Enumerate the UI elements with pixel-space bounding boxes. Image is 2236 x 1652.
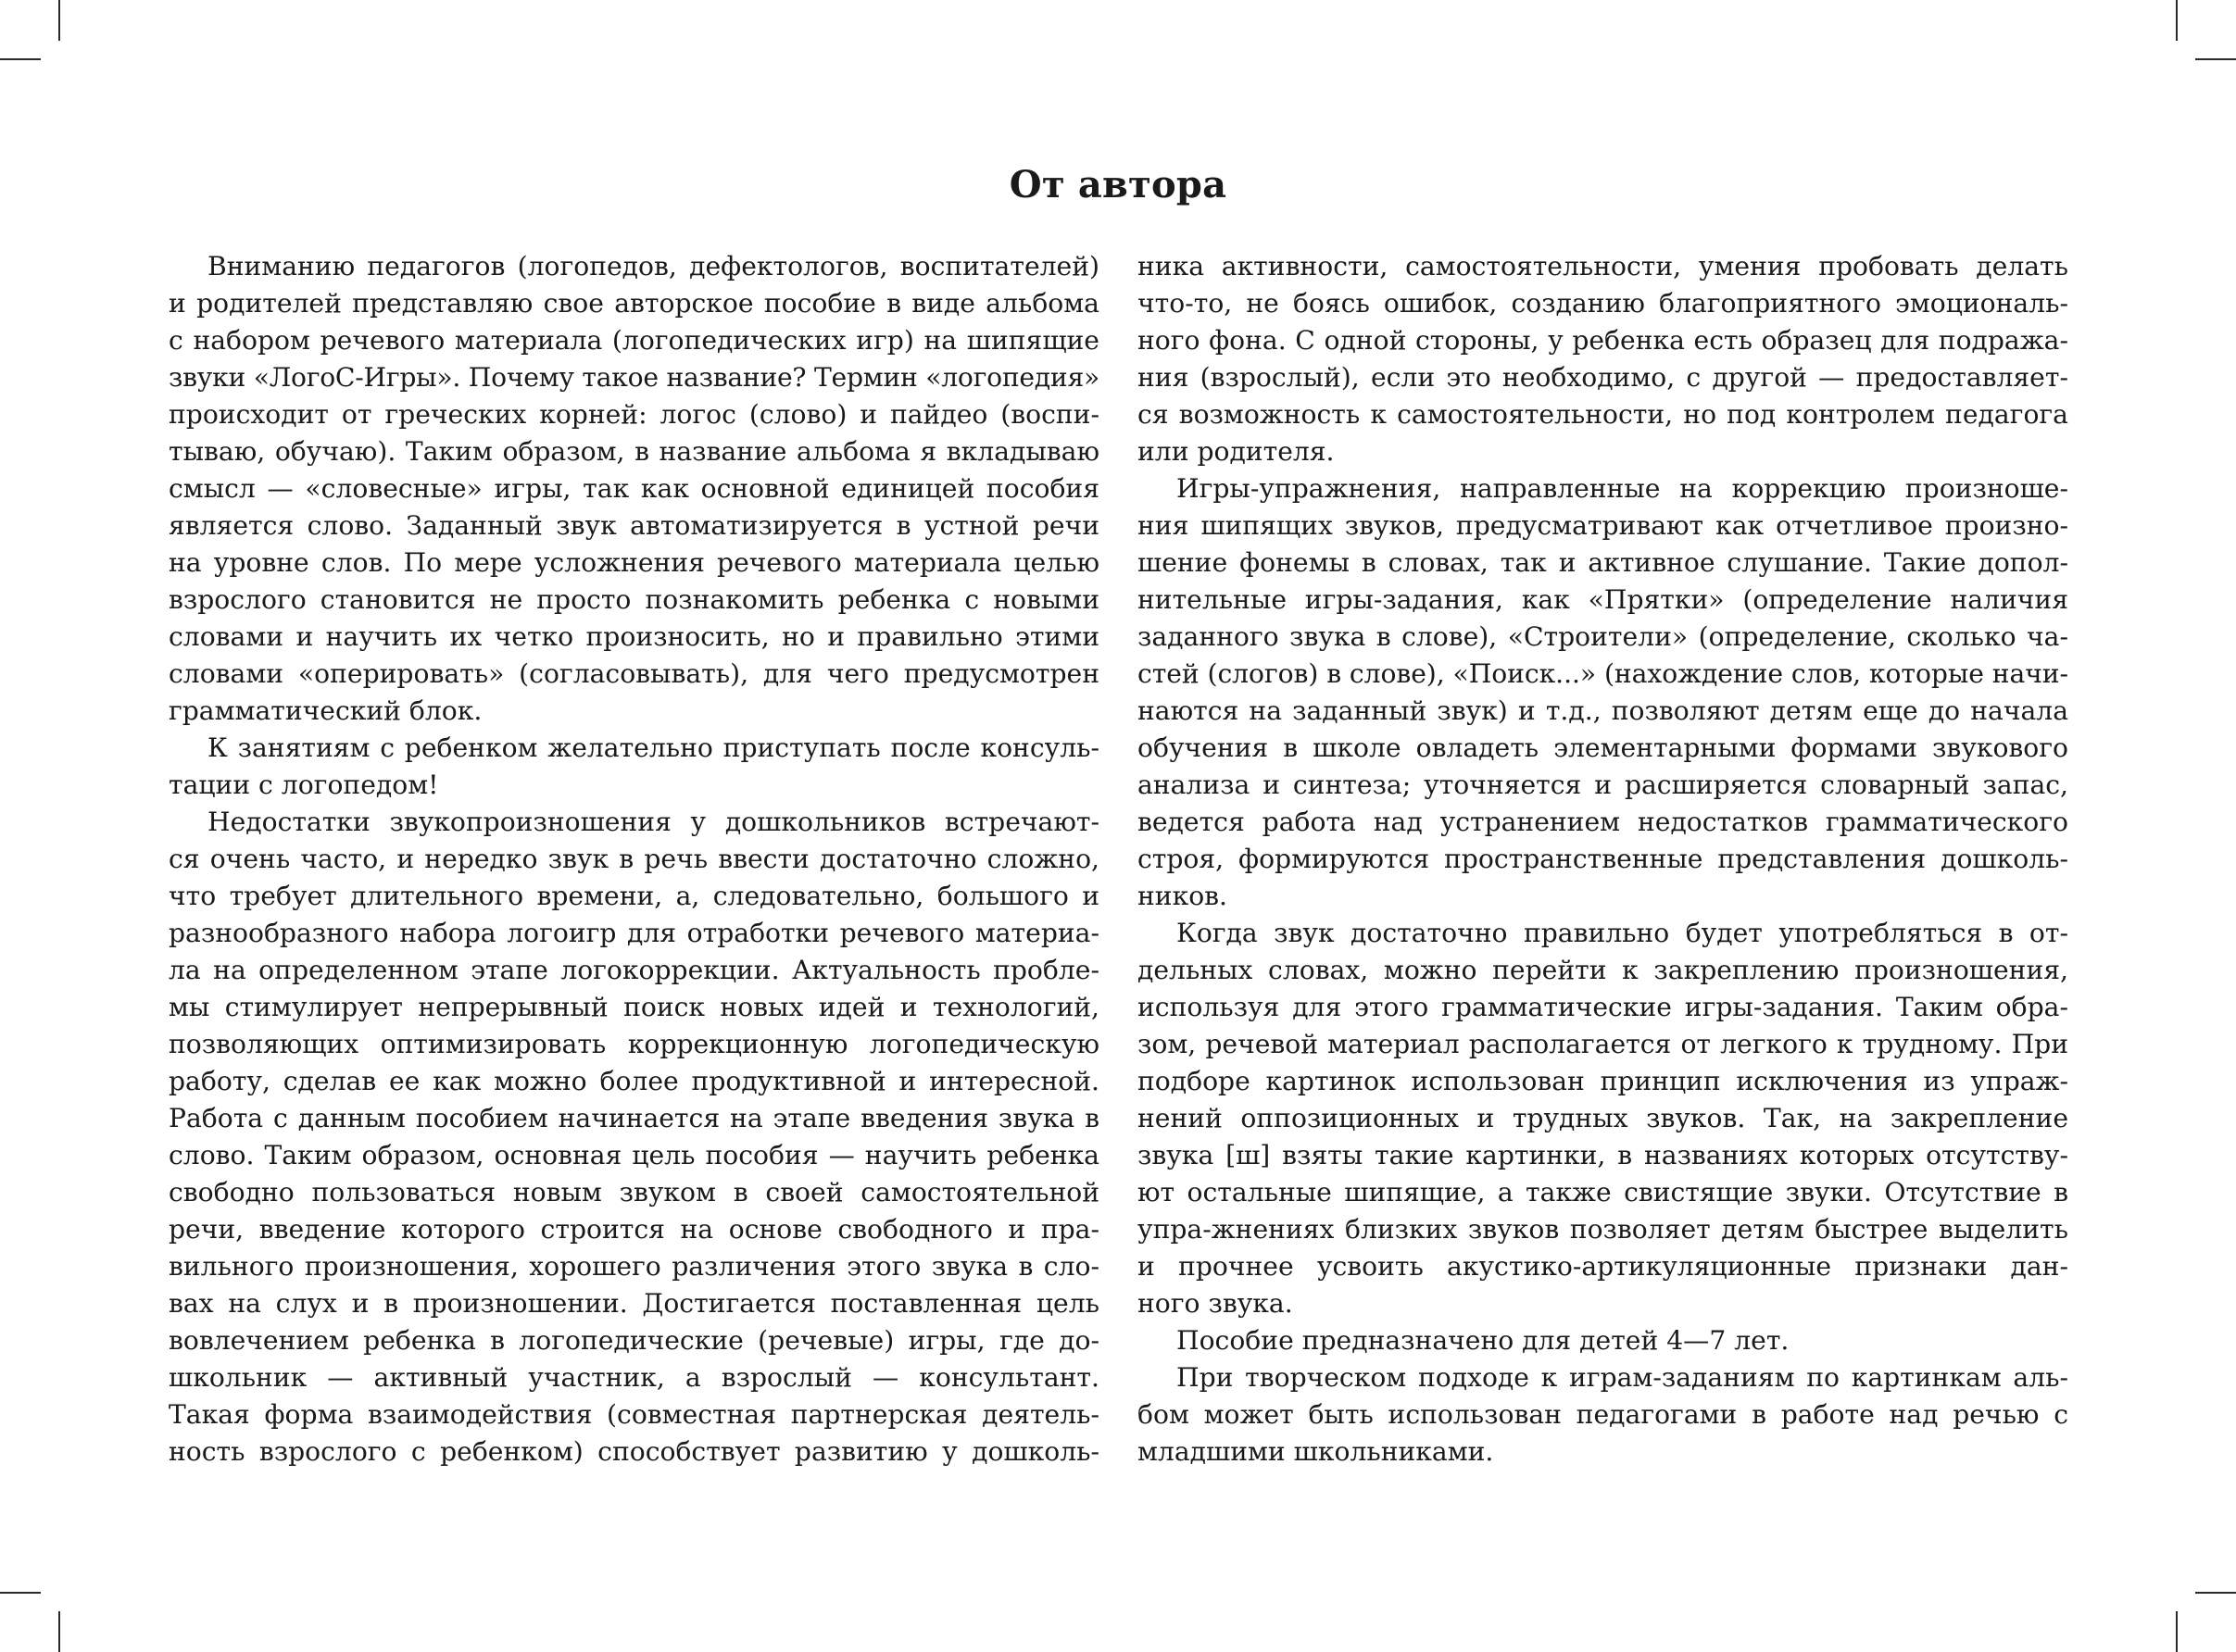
crop-mark-top-right-horizontal <box>2195 58 2236 60</box>
left-text-column <box>169 248 1099 1471</box>
right-column-text-line: используя для этого грамматические игры-задания. Таким обра- <box>1137 992 2068 1022</box>
right-column-text-line: или родителя. <box>1137 436 1335 467</box>
right-column-text-line: ния шипящих звуков, предусматривают как отчетливое произно- <box>1137 510 2068 541</box>
page-title: От автора <box>1009 163 1227 206</box>
crop-mark-bottom-left-vertical <box>58 1611 60 1652</box>
left-column-text-line: речи, введение которого строится на основе свободного и пра- <box>169 1214 1099 1245</box>
left-column-text-line: Такая форма взаимодействия (совместная партнерская деятель- <box>169 1399 1099 1430</box>
left-column-text-line: является слово. Заданный звук автоматизируется в устной речи <box>169 510 1099 541</box>
right-column-text-line: младшими школьниками. <box>1137 1436 1494 1467</box>
left-column-text-line: ла на определенном этапе логокоррекции. Актуальность пробле- <box>169 955 1099 985</box>
left-column-text-line: ность взрослого с ребенком) способствует развитию у дошколь- <box>169 1436 1099 1467</box>
right-text-column <box>1137 248 2068 1471</box>
left-column-text-line: свободно пользоваться новым звуком в своей самостоятельной <box>169 1177 1099 1208</box>
left-column-text-line: и родителей представляю свое авторское пособие в виде альбома <box>169 288 1099 319</box>
left-column-text-line: вах на слух и в произношении. Достигается поставленная цель <box>169 1288 1099 1319</box>
left-column-text-line: что требует длительного времени, а, следовательно, большого и <box>169 881 1099 911</box>
crop-mark-bottom-right-horizontal <box>2195 1592 2236 1594</box>
left-column-text-line: Вниманию педагогов (логопедов, дефектологов, воспитателей) <box>207 251 1099 282</box>
left-column-text-line: взрослого становится не просто познакомить ребенка с новыми <box>169 584 1099 615</box>
right-column-text-line: подборе картинок использован принцип исключения из упраж- <box>1137 1066 2068 1096</box>
right-column-text-line: анализа и синтеза; уточняется и расширяется словарный запас, <box>1137 770 2068 800</box>
right-column-text-line: При творческом подходе к играм-заданиям по картинкам аль- <box>1176 1362 2068 1393</box>
right-column-text-line: бом может быть использован педагогами в работе над речью с <box>1137 1399 2068 1430</box>
right-column-text-line: стей (слогов) в слове), «Поиск...» (нахождение слов, которые начи- <box>1137 658 2068 689</box>
left-column-text-line: мы стимулирует непрерывный поиск новых идей и технологий, <box>169 992 1099 1022</box>
right-column-text-line: ют остальные шипящие, а также свистящие звуки. Отсутствие в <box>1137 1177 2068 1208</box>
crop-mark-bottom-left-horizontal <box>0 1592 41 1594</box>
right-column-text-line: что-то, не боясь ошибок, созданию благоприятного эмоциональ- <box>1137 288 2068 319</box>
left-column-text-line: грамматический блок. <box>169 695 483 726</box>
right-column-text-line: упра-жнениях близких звуков позволяет детям быстрее выделить <box>1137 1214 2068 1245</box>
right-column-text-line: Когда звук достаточно правильно будет употребляться в от- <box>1176 918 2068 948</box>
left-column-text-line: ся очень часто, и нередко звук в речь ввести достаточно сложно, <box>169 844 1099 874</box>
right-column-text-line: обучения в школе овладеть элементарными формами звукового <box>1137 732 2068 763</box>
left-column-text-line: Работа с данным пособием начинается на этапе введения звука в <box>169 1103 1099 1133</box>
right-column-text-line: ся возможность к самостоятельности, но под контролем педагога <box>1137 399 2068 430</box>
crop-mark-top-right-vertical <box>2176 0 2178 41</box>
left-column-text-line: вовлечением ребенка в логопедические (речевые) игры, где до- <box>169 1325 1099 1356</box>
right-column-text-line: заданного звука в слове), «Строители» (определение, сколько ча- <box>1137 621 2068 652</box>
crop-mark-top-left-horizontal <box>0 58 41 60</box>
right-column-text-line: и прочнее усвоить акустико-артикуляционные признаки дан- <box>1137 1251 2068 1282</box>
right-column-text-line: Игры-упражнения, направленные на коррекцию произноше- <box>1176 473 2068 504</box>
crop-mark-bottom-right-vertical <box>2176 1611 2178 1652</box>
right-column-text-line: зом, речевой материал располагается от легкого к трудному. При <box>1137 1029 2068 1059</box>
left-column-text-line: Недостатки звукопроизношения у дошкольников встречают- <box>207 807 1099 837</box>
left-column-text-line: работу, сделав ее как можно более продуктивной и интересной. <box>169 1066 1099 1096</box>
right-column-text-line: шение фонемы в словах, так и активное слушание. Такие допол- <box>1137 547 2068 578</box>
left-column-text-line: К занятиям с ребенком желательно приступать после консуль- <box>207 732 1099 763</box>
left-column-text-line: происходит от греческих корней: логос (слово) и пайдео (воспи- <box>169 399 1099 430</box>
left-column-text-line: школьник — активный участник, а взрослый — консультант. <box>169 1362 1099 1393</box>
right-column-text-line: дельных словах, можно перейти к закреплению произношения, <box>1137 955 2068 985</box>
left-column-text-line: на уровне слов. По мере усложнения речевого материала целью <box>169 547 1099 578</box>
left-column-text-line: позволяющих оптимизировать коррекционную логопедическую <box>169 1029 1099 1059</box>
right-column-text-line: строя, формируются пространственные представления дошколь- <box>1137 844 2068 874</box>
right-column-text-line: ников. <box>1137 881 1227 911</box>
left-column-text-line: смысл — «словесные» игры, так как основной единицей пособия <box>169 473 1099 504</box>
left-column-text-line: словами «оперировать» (согласовывать), для чего предусмотрен <box>169 658 1099 689</box>
left-column-text-line: тываю, обучаю). Таким образом, в название альбома я вкладываю <box>169 436 1099 467</box>
left-column-text-line: слово. Таким образом, основная цель пособия — научить ребенка <box>169 1140 1099 1170</box>
crop-mark-top-left-vertical <box>58 0 60 41</box>
left-column-text-line: с набором речевого материала (логопедических игр) на шипящие <box>169 325 1099 356</box>
right-column-text-line: ного звука. <box>1137 1288 1293 1319</box>
right-column-text-line: ния (взрослый), если это необходимо, с другой — предоставляет- <box>1137 362 2068 393</box>
right-column-text-line: Пособие предназначено для детей 4—7 лет. <box>1176 1325 1790 1356</box>
left-column-text-line: разнообразного набора логоигр для отработки речевого материа- <box>169 918 1099 948</box>
left-column-text-line: тации с логопедом! <box>169 770 439 800</box>
right-column-text-line: нительные игры-задания, как «Прятки» (определение наличия <box>1137 584 2068 615</box>
left-column-text-line: звуки «ЛогоС-Игры». Почему такое название? Термин «логопедия» <box>169 362 1099 393</box>
right-column-text-line: наются на заданный звук) и т.д., позволяют детям еще до начала <box>1137 695 2068 726</box>
right-column-text-line: ника активности, самостоятельности, умения пробовать делать <box>1137 251 2068 282</box>
right-column-text-line: ного фона. С одной стороны, у ребенка есть образец для подража- <box>1137 325 2068 356</box>
left-column-text-line: словами и научить их четко произносить, но и правильно этими <box>169 621 1099 652</box>
right-column-text-line: звука [ш] взяты такие картинки, в названиях которых отсутству- <box>1137 1140 2068 1170</box>
right-column-text-line: нений оппозиционных и трудных звуков. Так, на закрепление <box>1137 1103 2068 1133</box>
right-column-text-line: ведется работа над устранением недостатков грамматического <box>1137 807 2068 837</box>
left-column-text-line: вильного произношения, хорошего различения этого звука в сло- <box>169 1251 1099 1282</box>
